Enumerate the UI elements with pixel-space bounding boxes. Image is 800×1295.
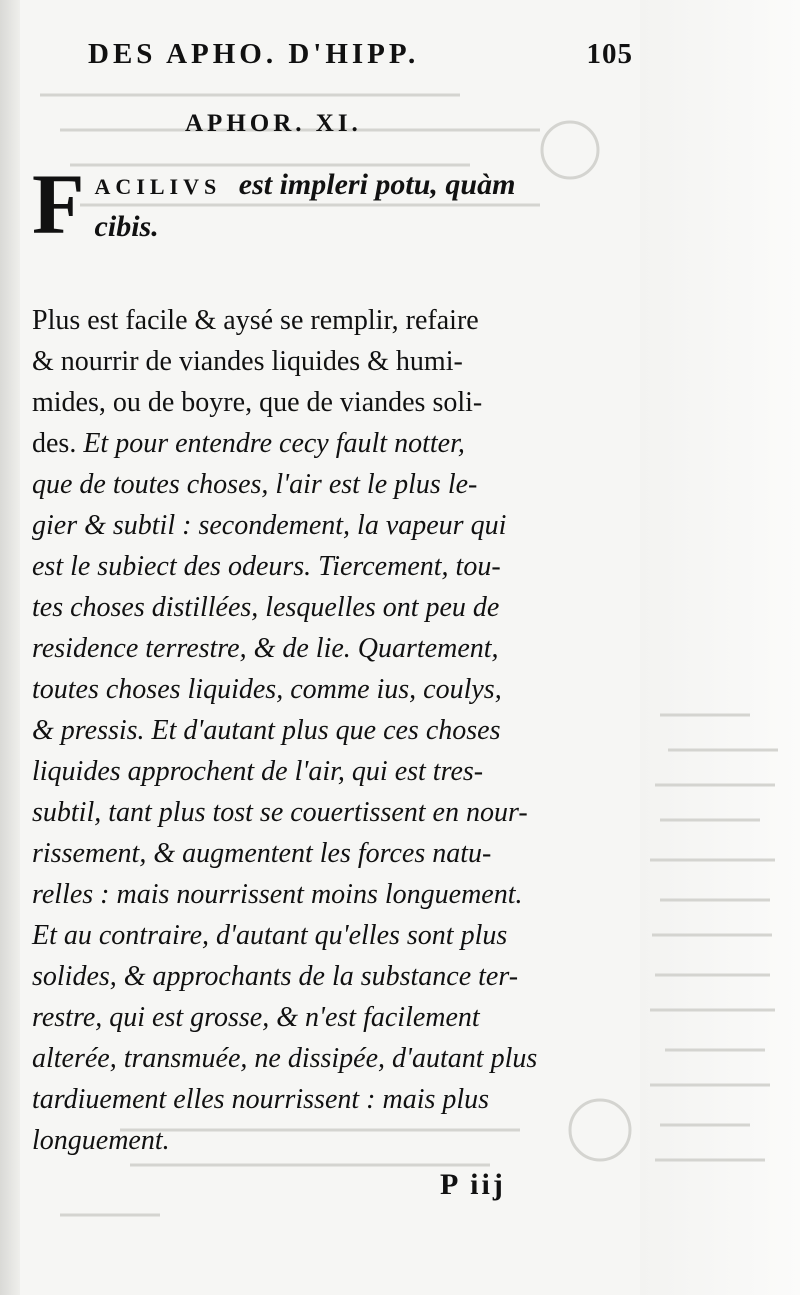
commentary-roman-text: des. bbox=[32, 428, 84, 459]
commentary-roman-text: mides, ou de boyre, que de viandes soli- bbox=[32, 387, 483, 418]
commentary-italic-text: longuement. bbox=[32, 1125, 170, 1156]
aphorism-text bbox=[32, 156, 628, 252]
commentary-line bbox=[32, 751, 628, 792]
commentary-line bbox=[32, 423, 628, 464]
commentary-line bbox=[32, 956, 628, 997]
commentary-italic-text: est le subiect des odeurs. Tiercement, tou- bbox=[32, 551, 501, 582]
commentary-italic-text: restre, qui est grosse, & n'est facilement bbox=[32, 1002, 480, 1033]
commentary-italic-text: tes choses distillées, lesquelles ont peu de bbox=[32, 592, 500, 623]
commentary-line bbox=[32, 1120, 628, 1161]
commentary-italic-text: tardiuement elles nourrissent : mais plus bbox=[32, 1084, 490, 1115]
commentary-italic-text: relles : mais nourrissent moins longuement. bbox=[32, 879, 523, 910]
aphorism-line-2: cibis. bbox=[94, 210, 159, 243]
running-title: DES APHO. D'HIPP. bbox=[88, 38, 420, 70]
commentary-line bbox=[32, 792, 628, 833]
commentary-line bbox=[32, 382, 628, 423]
signature-mark: P iij bbox=[440, 1168, 506, 1201]
commentary-italic-text: liquides approchent de l'air, qui est tres- bbox=[32, 756, 484, 787]
commentary-italic-text: Et pour entendre cecy fault notter, bbox=[83, 428, 465, 459]
commentary-line bbox=[32, 710, 628, 751]
commentary-line bbox=[32, 874, 628, 915]
commentary-italic-text: residence terrestre, & de lie. Quartement, bbox=[32, 633, 499, 664]
commentary-line bbox=[32, 628, 628, 669]
aphorism-caps: ACILIVS bbox=[94, 174, 222, 199]
commentary-italic-text: que de toutes choses, l'air est le plus le- bbox=[32, 469, 478, 500]
commentary-line bbox=[32, 587, 628, 628]
aphorism-line-1: est impleri potu, quàm bbox=[238, 168, 516, 201]
commentary-italic-text: alterée, transmuée, ne dissipée, d'autant plus bbox=[32, 1043, 538, 1074]
commentary-italic-text: & pressis. Et d'autant plus que ces choses bbox=[32, 715, 501, 746]
commentary-line bbox=[32, 915, 628, 956]
commentary-line bbox=[32, 1079, 628, 1120]
commentary-line bbox=[32, 997, 628, 1038]
commentary bbox=[32, 300, 628, 1161]
aphorism-heading: APHOR. XI. bbox=[185, 110, 362, 137]
commentary-roman-text: & nourrir de viandes liquides & humi- bbox=[32, 346, 463, 377]
commentary-roman-text: Plus est facile & aysé se remplir, refaire bbox=[32, 305, 479, 336]
commentary-italic-text: rissement, & augmentent les forces natu- bbox=[32, 838, 492, 869]
commentary-line bbox=[32, 546, 628, 587]
commentary-line bbox=[32, 505, 628, 546]
commentary-line bbox=[32, 464, 628, 505]
drop-cap: F bbox=[32, 156, 85, 252]
commentary-italic-text: gier & subtil : secondement, la vapeur qui bbox=[32, 510, 507, 541]
commentary-italic-text: solides, & approchants de la substance ter- bbox=[32, 961, 519, 992]
page-number: 105 bbox=[586, 38, 633, 70]
commentary-italic-text: Et au contraire, d'autant qu'elles sont plus bbox=[32, 920, 508, 951]
commentary-line bbox=[32, 669, 628, 710]
commentary-line bbox=[32, 300, 628, 341]
commentary-line bbox=[32, 833, 628, 874]
commentary-italic-text: subtil, tant plus tost se couertissent en nour- bbox=[32, 797, 528, 828]
commentary-line bbox=[32, 341, 628, 382]
commentary-line bbox=[32, 1038, 628, 1079]
commentary-italic-text: toutes choses liquides, comme ius, coulys, bbox=[32, 674, 502, 705]
